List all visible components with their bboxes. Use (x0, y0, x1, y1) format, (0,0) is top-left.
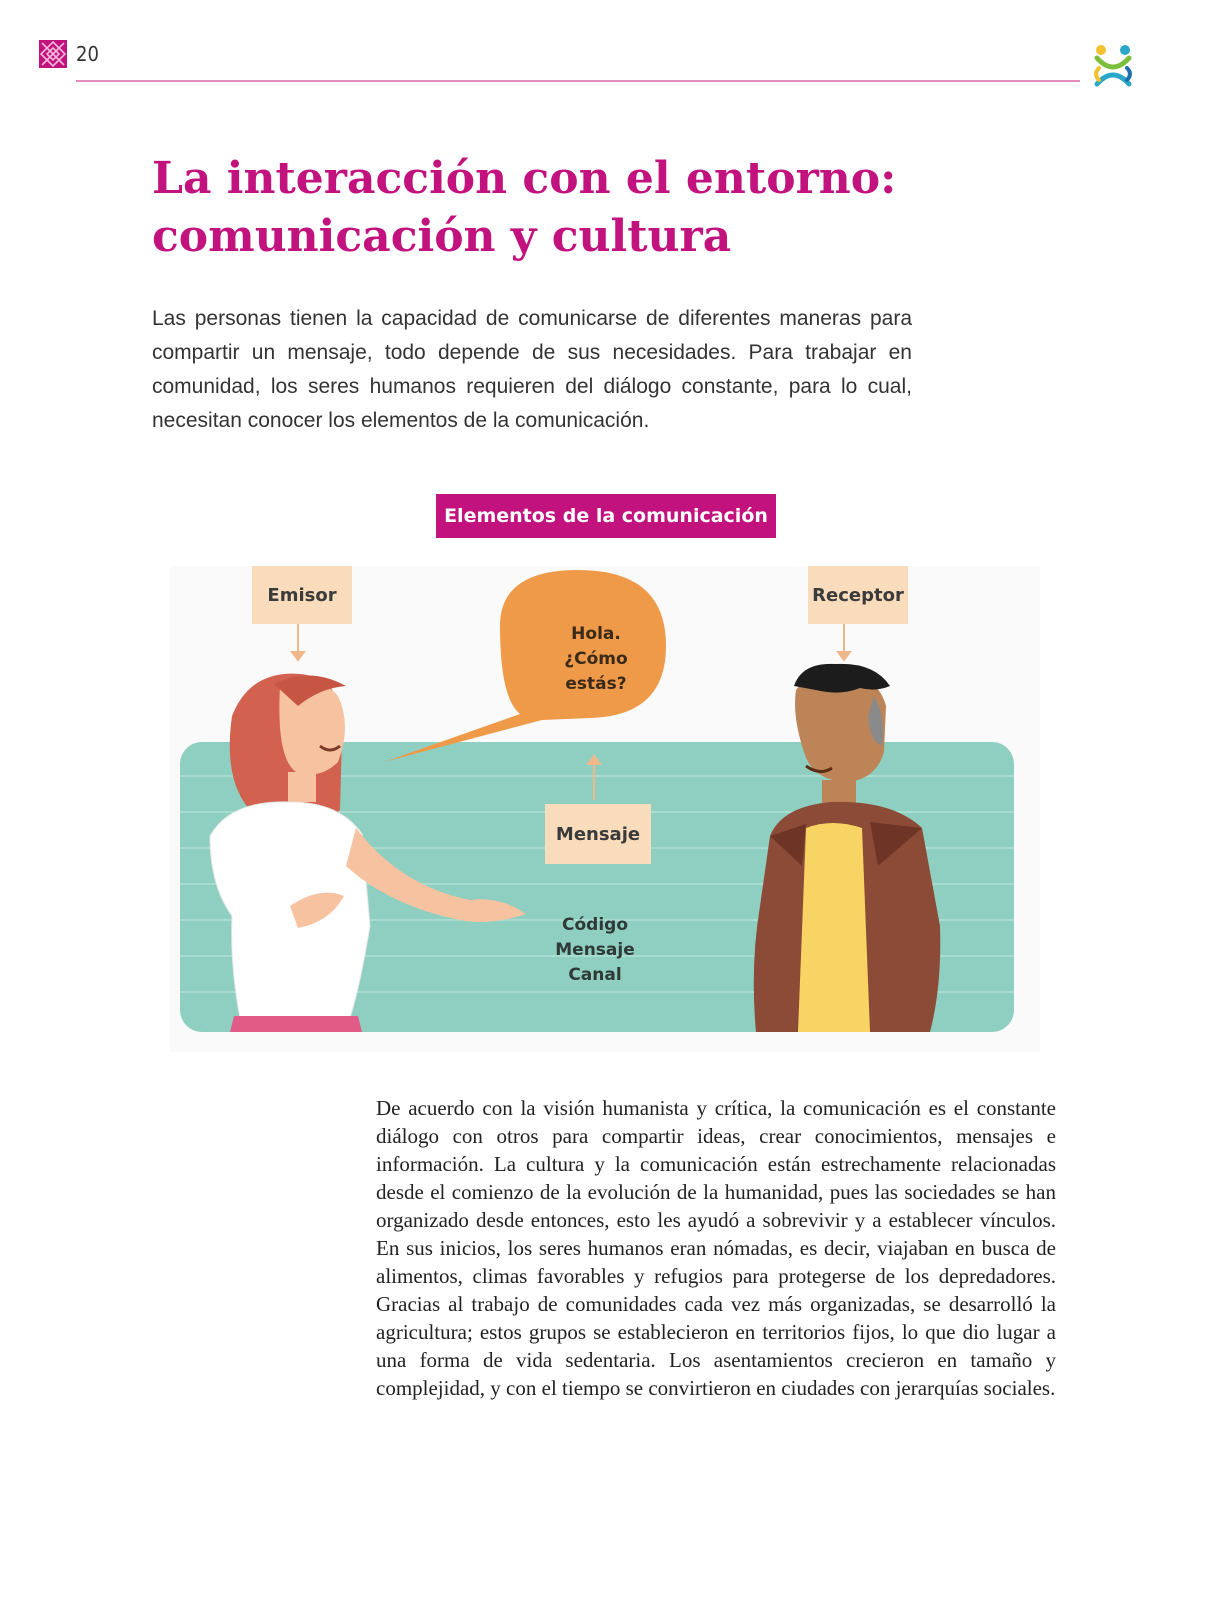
communication-illustration (170, 566, 1040, 1052)
label-emisor: Emisor (252, 566, 352, 624)
title-line-2: comunicación y cultura (152, 211, 732, 262)
communication-elements-list (540, 913, 650, 988)
intro-paragraph: Las personas tienen la capacidad de comunicarse de diferentes maneras para compartir un mensaje, todo depende de sus necesidades. Para trabajar en comunidad, los seres humanos requieren del diálogo constante, para lo cual, necesitan conocer los elementos de la comunicación. (152, 307, 912, 432)
interlocking-people-logo-icon (1089, 40, 1137, 88)
label-receptor: Receptor (808, 566, 908, 624)
bubble-line: ¿Cómo (564, 649, 628, 669)
bubble-line: Hola. (571, 624, 621, 644)
speech-bubble-text (536, 622, 656, 697)
bubble-line: estás? (565, 674, 627, 694)
element-item: Código (562, 915, 628, 935)
title-line-1: La interacción con el entorno: (152, 153, 897, 204)
header-rule (76, 80, 1080, 82)
body-paragraph: De acuerdo con la visión humanista y crítica, la comunicación es el constante diálogo con otros para compartir ideas, crear conocimientos, mensajes e información. La cultura y la comunicación están estrechamente relacionadas desde el comienzo de la evolución de la humanidad, pues las sociedades se han organizado desde entonces, esto les ayudó a sobrevivir y a establecer vínculos. En sus inicios, los seres humanos eran nómadas, es decir, viajaban en busca de alimentos, climas favorables y refugios para protegerse de los depredadores. Gracias al trabajo de comunidades cada vez más organizadas, se desarrolló la agricultura; estos grupos se establecieron en territorios fijos, lo que dio lugar a una forma de vida sedentaria. Los asentamientos crecieron en tamaño y complejidad, y con el tiempo se convirtieron en ciudades con jerarquías sociales. (376, 1096, 1056, 1400)
figure-title: Elementos de la comunicación (436, 494, 776, 538)
page-number: 20 (76, 42, 99, 66)
page-title (152, 150, 952, 266)
element-item: Canal (568, 965, 622, 985)
label-mensaje: Mensaje (545, 804, 651, 864)
patterned-square-icon (39, 40, 67, 68)
element-item: Mensaje (555, 940, 635, 960)
